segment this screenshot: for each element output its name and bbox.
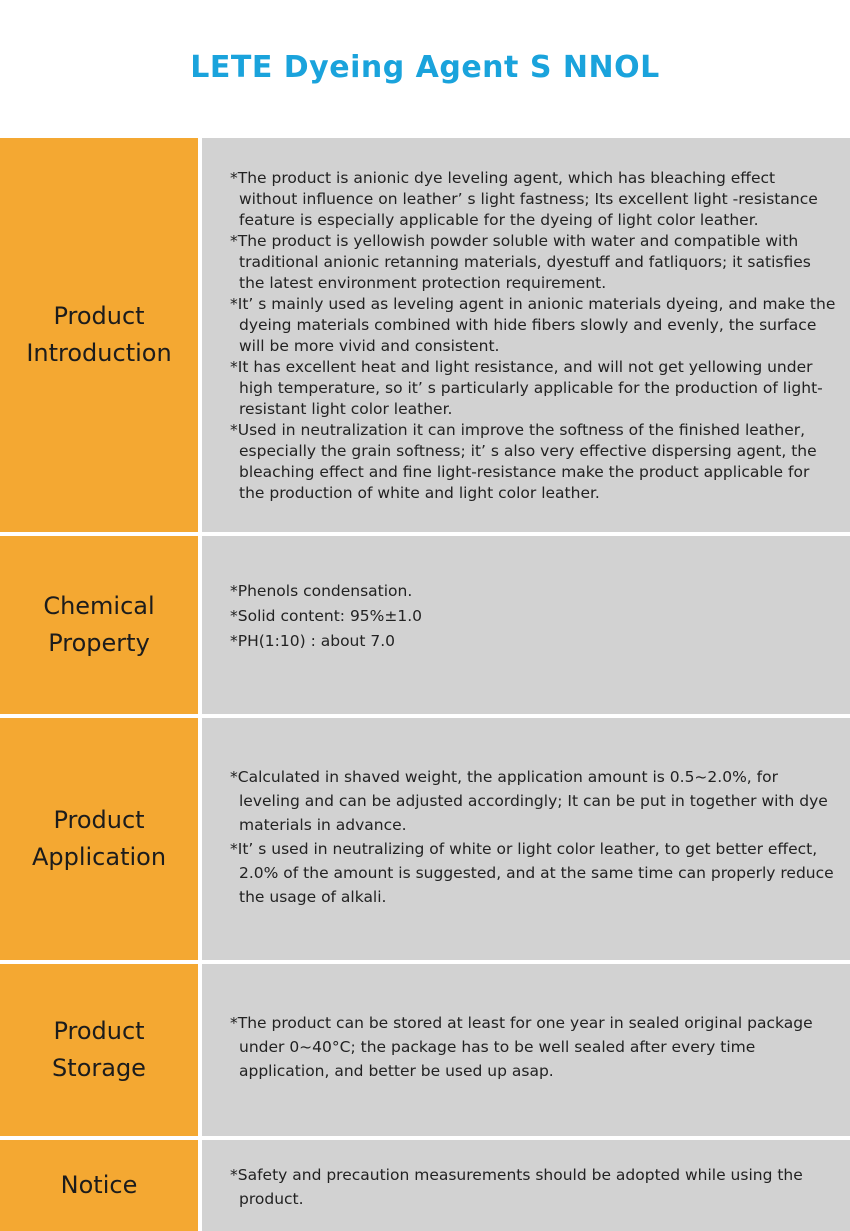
content-item: *Solid content: 95%±1.0 bbox=[230, 607, 423, 625]
label-line: Property bbox=[48, 629, 150, 657]
section-product-introduction bbox=[0, 138, 850, 532]
content-item: *PH(1:10) : about 7.0 bbox=[230, 632, 396, 650]
label-line: Application bbox=[31, 843, 167, 871]
label-line: Introduction bbox=[26, 339, 172, 367]
section-content bbox=[202, 536, 850, 714]
section-content bbox=[202, 964, 850, 1136]
section-chemical-property bbox=[0, 536, 850, 714]
content-item: *The product can be stored at least for one year in sealed original package under 0~40°C; the package has to be well sealed after every time application, and better be used up asap. bbox=[230, 1014, 813, 1080]
section-label bbox=[0, 536, 198, 714]
page-title: LETE Dyeing Agent S NNOL bbox=[190, 50, 660, 85]
section-label bbox=[0, 964, 198, 1136]
content-item: *It has excellent heat and light resistance, and will not get yellowing under high temperature, so it’ s particularly applicable for the production of light-resistant light color leather. bbox=[230, 358, 823, 418]
section-label bbox=[0, 1140, 198, 1231]
section-content bbox=[202, 718, 850, 960]
section-notice bbox=[0, 1140, 850, 1231]
content-item: *Used in neutralization it can improve the softness of the finished leather, especially the grain softness; it’ s also very effective dispersing agent, the bleaching effect and fine light-resistance make the product applicable for the production of white and light color leather. bbox=[230, 421, 817, 502]
label-line: Notice bbox=[60, 1171, 138, 1199]
content-item: *The product is yellowish powder soluble with water and compatible with traditional anionic retanning materials, dyestuff and fatliquors; it satisfies the latest environment protection requirement. bbox=[230, 232, 811, 292]
label-line: Chemical bbox=[43, 592, 155, 620]
content-item: *Calculated in shaved weight, the application amount is 0.5~2.0%, for leveling and can be adjusted accordingly; It can be put in together with dye materials in advance. bbox=[230, 768, 828, 834]
content-item: *Phenols condensation. bbox=[230, 582, 413, 600]
section-content bbox=[202, 1140, 850, 1231]
section-label bbox=[0, 718, 198, 960]
section-content bbox=[202, 138, 850, 532]
label-line: Product bbox=[53, 806, 145, 834]
content-item: *Safety and precaution measurements should be adopted while using the product. bbox=[230, 1166, 803, 1208]
section-product-application bbox=[0, 718, 850, 960]
label-line: Storage bbox=[52, 1054, 146, 1082]
section-label bbox=[0, 138, 198, 532]
section-product-storage bbox=[0, 964, 850, 1136]
content-item: *The product is anionic dye leveling agent, which has bleaching effect without influence on leather’ s light fastness; Its excellent light -resistance feature is especially applicable for the dyeing of light color leather. bbox=[230, 169, 818, 229]
label-line: Product bbox=[53, 1017, 145, 1045]
content-item: *It’ s mainly used as leveling agent in anionic materials dyeing, and make the dyeing materials combined with hide fibers slowly and evenly, the surface will be more vivid and consistent. bbox=[230, 295, 836, 355]
label-line: Product bbox=[53, 302, 145, 330]
content-item: *It’ s used in neutralizing of white or light color leather, to get better effect, 2.0% of the amount is suggested, and at the same time can properly reduce the usage of alkali. bbox=[230, 840, 834, 906]
